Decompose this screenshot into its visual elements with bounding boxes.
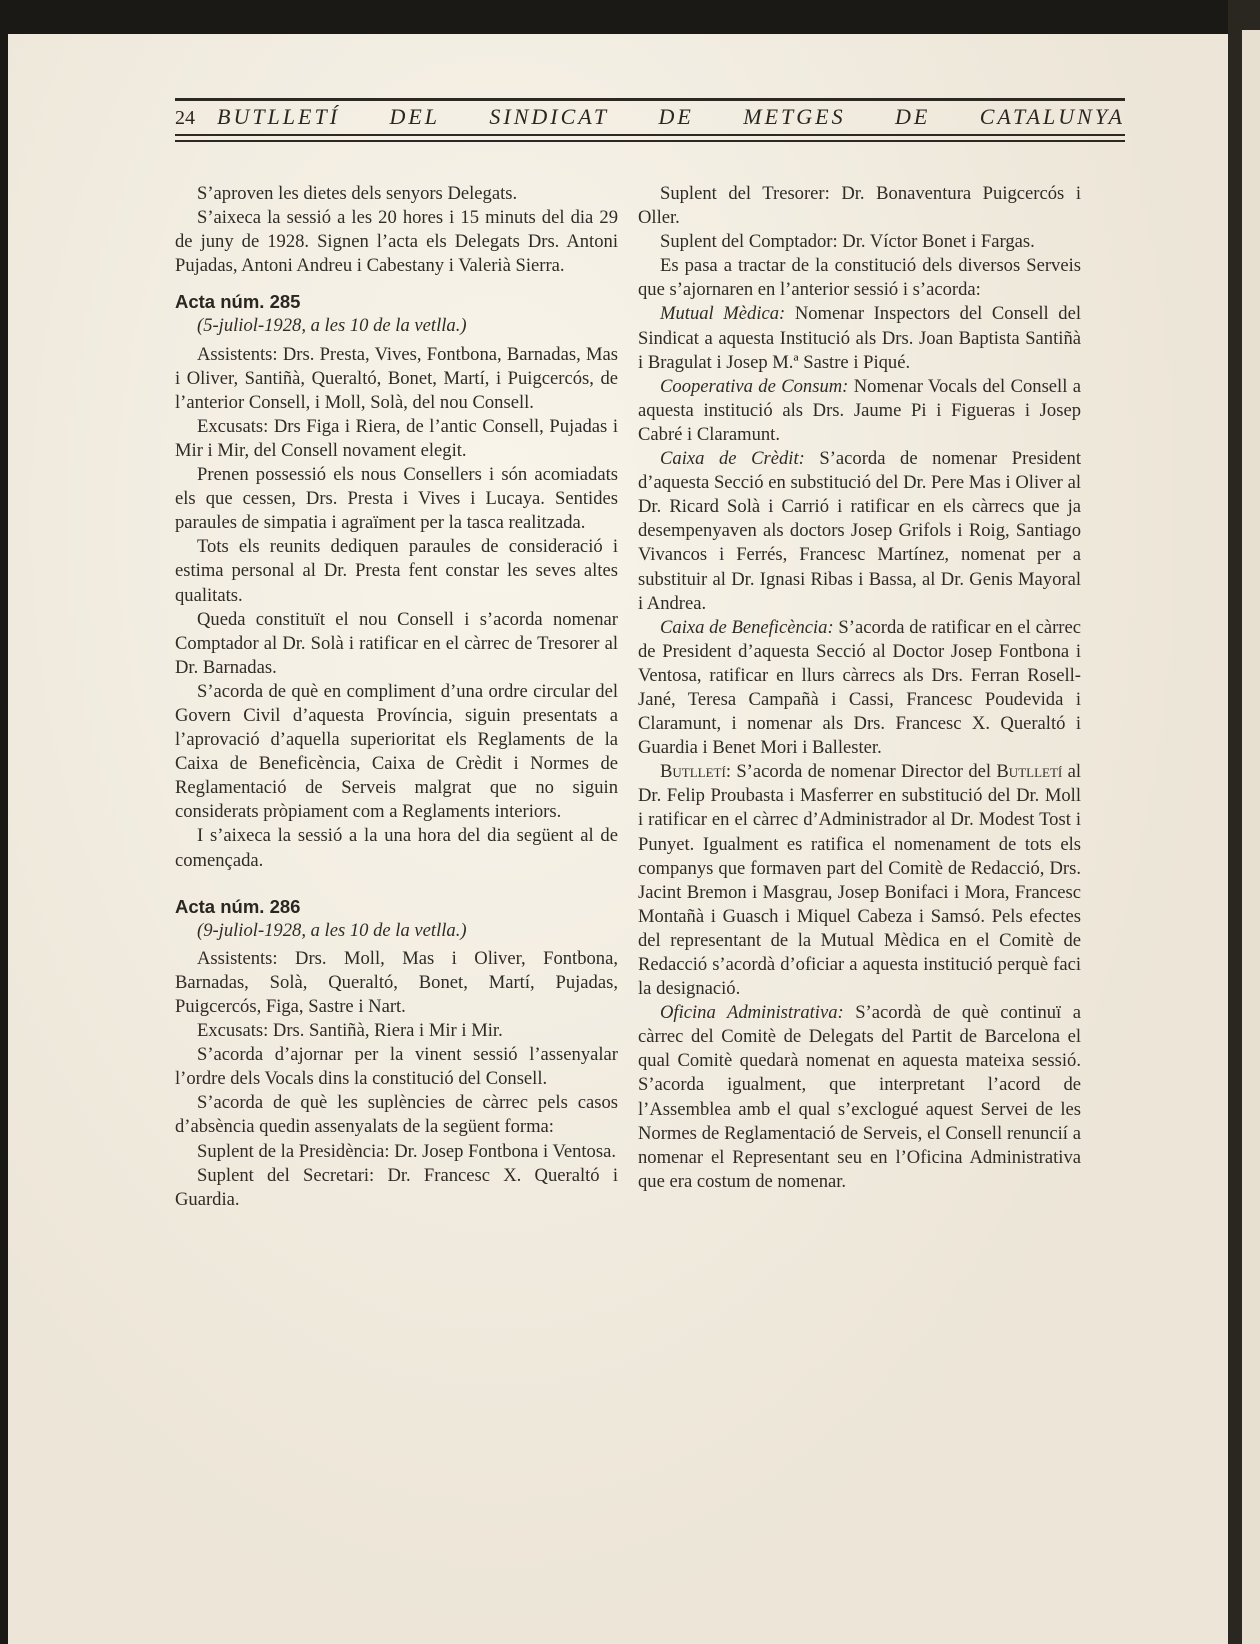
paragraph-text: al Dr. Felip Proubasta i Masferrer en substitució del Dr. Moll i ratificar en el càrrec d’Administrador al Dr. Modest Tost i Punyet. Igualment es ratifica el nomenament de tots els companys que formaven part del Comitè de Redacció, Drs. Jacint Bremon i Masgrau, Josep Bonifaci i Mora, Francesc Montañà i Guasch i Miquel Cabeza i Samsó. Pels efectes del representant de la Mutual Mèdica en el Comitè de Redacció s’acordà d’oficiar a aquesta institució perquè faci la designació. [638, 761, 1081, 1000]
running-title [217, 104, 1125, 130]
title-word: DE [894, 104, 931, 129]
paragraph-text: Nomenar Vocals del Consell a aquesta institució als Drs. Jaume Pi i Figueras i Josep Cabré i Claramunt. [638, 375, 1081, 445]
acta-date: (5-juliol-1928, a les 10 de la vetlla.) [197, 315, 467, 337]
paragraph: Suplent del Tresorer: Dr. Bonaventura Puigcercós i Oller. [638, 183, 1081, 229]
paragraph: Assistents: Drs. Presta, Vives, Fontbona, Barnadas, Mas i Oliver, Santiñà, Queraltó, Bonet, Martí, i Puigcercós, de l’anterior Consell, i Moll, Solà, del nou Consell. [175, 343, 618, 413]
paragraph-text: S’acorda de nomenar Director del [731, 761, 997, 783]
paragraph: Queda constituït el nou Consell i s’acorda nomenar Comptador al Dr. Solà i ratificar en el càrrec de Tresorer al Dr. Barnadas. [175, 608, 618, 678]
title-word: DE [658, 104, 694, 129]
paragraph [638, 760, 1081, 1001]
paragraph-text: S’acorda de nomenar President d’aquesta Secció en substitució del Dr. Pere Mas i Oliver al Dr. Ricard Solà i Carrió i ratificar en els càrrecs que ja desempenyaven als doctors Josep Grifols i Roig, Santiago Vivancos i Ferrés, Francesc Martínez, nomenat per a substituir al Dr. Ignasi Ribas i Bassa, al Dr. Genis Mayoral i Andrea. [638, 448, 1081, 614]
paragraph [638, 375, 1081, 447]
acta-heading: Acta núm. 286 [175, 895, 301, 917]
paragraph: S’aproven les dietes dels senyors Delegats. [197, 183, 518, 204]
page-number: 24 [175, 107, 195, 129]
paragraph: Excusats: Drs. Santiñà, Riera i Mir i Mir. [197, 1020, 503, 1042]
title-word: METGES [743, 104, 846, 129]
paragraph: Suplent de la Presidència: Dr. Josep Fontbona i Ventosa. [197, 1140, 616, 1162]
paragraph: I s’aixeca la sessió a la una hora del dia següent al de començada. [175, 825, 618, 871]
paragraph-text: S’acorda de ratificar en el càrrec de President d’aquesta Secció al Doctor Josep Fontbona i Ventosa, ratificar en llurs càrrecs als Drs. Ferran Rosell-Jané, Teresa Campañà i Cassi, Francesc Poudevida i Claramunt, i nomenar als Drs. Francesc X. Queraltó i Guardia i Benet Mori i Ballester. [638, 616, 1081, 759]
section-lead: Mutual Mèdica: [660, 303, 786, 325]
right-column [638, 182, 1081, 1194]
running-header [175, 94, 1125, 154]
acta-heading: Acta núm. 285 [175, 291, 301, 313]
left-column [175, 182, 618, 1212]
section-lead: Caixa de Beneficència: [660, 616, 834, 638]
page-edge [1228, 0, 1260, 1644]
title-word: BUTLLETÍ [217, 104, 341, 129]
header-rule-bottom-double [175, 140, 1125, 142]
title-word: DEL [389, 104, 440, 129]
section-lead: Oficina Administrativa: [660, 1002, 844, 1024]
paragraph: Excusats: Drs Figa i Riera, de l’antic Consell, Pujadas i Mir i Mir, del Consell novament elegit. [175, 415, 618, 461]
paragraph: S’aixeca la sessió a les 20 hores i 15 minuts del dia 29 de juny de 1928. Signen l’acta els Delegats Drs. Antoni Pujadas, Antoni Andreu i Cabestany i Valerià Sierra. [175, 207, 618, 277]
title-word: SINDICAT [489, 104, 610, 129]
paragraph: Suplent del Secretari: Dr. Francesc X. Queraltó i Guardia. [175, 1164, 618, 1210]
paragraph: S’acorda d’ajornar per la vinent sessió l’assenyalar l’ordre dels Vocals dins la constitució del Consell. [175, 1044, 618, 1090]
paragraph: Prenen possessió els nous Consellers i són acomiadats els que cessen, Drs. Presta i Vives i Lucaya. Sentides paraules de simpatia i agraïment per la tasca realitzada. [175, 464, 618, 534]
paragraph: Es pasa a tractar de la constitució dels diversos Serveis que s’ajornaren en l’anterior sessió i s’acorda: [638, 255, 1081, 301]
paragraph: S’acorda de què en compliment d’una ordre circular del Govern Civil d’aquesta Província, siguin presentats a l’aprovació d’aquella superioritat els Reglaments de la Caixa de Beneficència, Caixa de Crèdit i Normes de Reglamentació de Serveis malgrat que no siguin considerats pròpiament com a Reglaments interiors. [175, 680, 618, 823]
paragraph: S’acorda de què les suplències de càrrec pels casos d’absència quedin assenyalats de la següent forma: [175, 1092, 618, 1138]
title-word: CATALUNYA [979, 104, 1125, 129]
adjacent-page-edge [1242, 30, 1260, 1644]
publication-name: Butlletí [996, 761, 1063, 783]
section-lead: Caixa de Crèdit: [660, 448, 805, 470]
section-lead: Butlletí: [660, 761, 731, 783]
header-rule-top [175, 98, 1125, 101]
paragraph: Suplent del Comptador: Dr. Víctor Bonet i Fargas. [660, 231, 1035, 253]
acta-date: (9-juliol-1928, a les 10 de la vetlla.) [197, 919, 467, 941]
paragraph: Assistents: Drs. Moll, Mas i Oliver, Fontbona, Barnadas, Solà, Queraltó, Bonet, Martí, Pujadas, Puigcercós, Figa, Sastre i Nart. [175, 947, 618, 1017]
header-text [175, 104, 1125, 132]
paragraph-text: S’acordà de què continuï a càrrec del Comitè de Delegats del Partit de Barcelona el qual Comitè quedarà nomenat en aquesta mateixa sessió. S’acorda igualment, que interpretant l’acord de l’Assemblea amb el qual s’exclogué aquest Servei de les Normes de Reglamentació de Serveis, el Consell renuncií a nomenar el Representant seu en l’Oficina Administrativa que era costum de nomenar. [638, 1002, 1081, 1192]
paragraph-text: Nomenar Inspectors del Consell del Sindicat a aquesta Institució als Drs. Joan Baptista Santiñà i Bragulat i Josep M.ª Sastre i Piqué. [638, 303, 1082, 373]
paragraph [638, 447, 1081, 616]
paragraph [638, 302, 1081, 374]
header-rule-bottom [175, 134, 1125, 136]
paragraph [638, 616, 1081, 761]
section-lead: Cooperativa de Consum: [660, 375, 849, 397]
paragraph: Tots els reunits dediquen paraules de consideració i estima personal al Dr. Presta fent constar les seves altes qualitats. [175, 536, 618, 606]
paragraph [638, 1001, 1081, 1194]
